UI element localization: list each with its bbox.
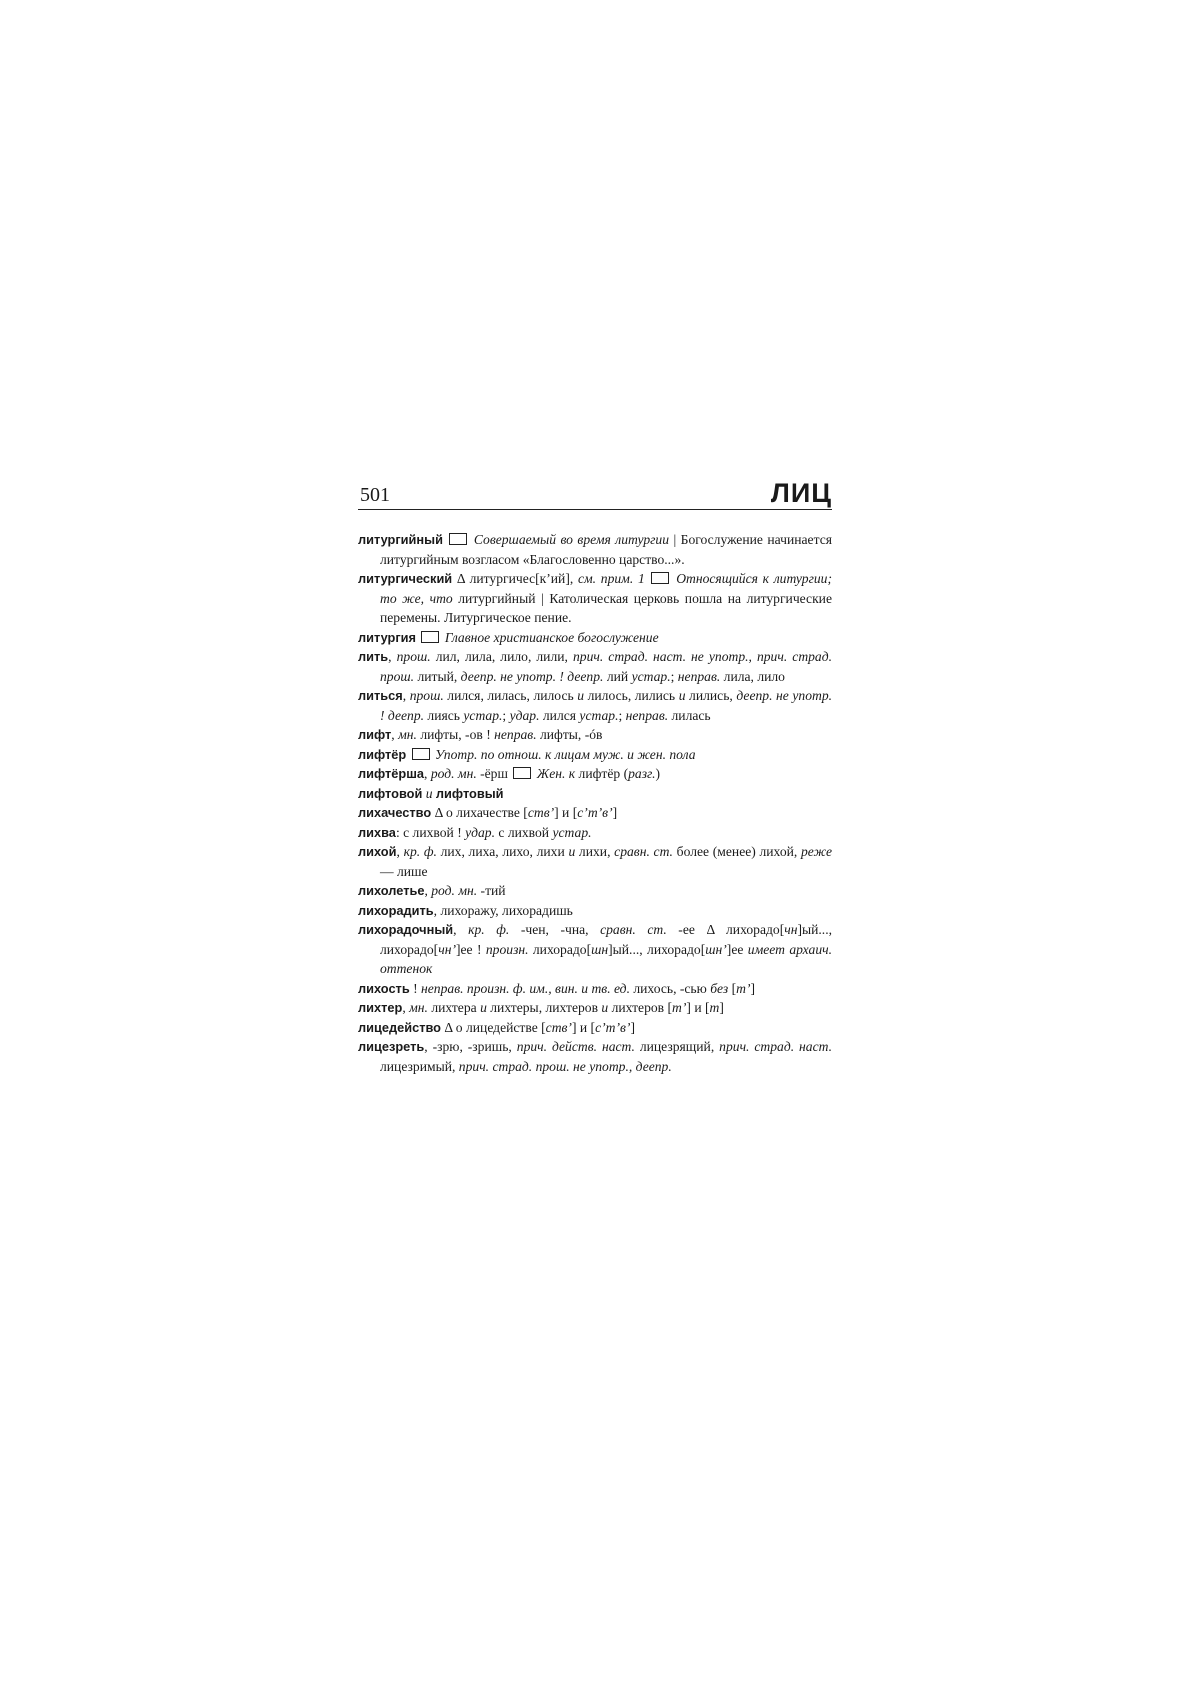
grammar-note: удар.	[465, 824, 495, 840]
entry-text: -чен, -чна,	[509, 922, 601, 937]
grammar-note: и	[601, 1000, 609, 1015]
dictionary-entry	[358, 842, 832, 881]
dictionary-entry	[358, 647, 832, 686]
grammar-note: неправ. произн. ф. им., вин. и тв. ед.	[421, 980, 630, 996]
entry-text	[416, 630, 419, 645]
entry-text: -тий	[477, 883, 506, 898]
entry-text: , лихоражу, лихорадишь	[433, 902, 573, 918]
entry-text: !	[409, 980, 422, 996]
entry-text: ,	[396, 844, 404, 859]
box-icon	[421, 631, 439, 643]
headword: лифт	[358, 727, 392, 742]
grammar-note: устар.	[631, 668, 671, 684]
grammar-note: прош.	[409, 688, 444, 703]
grammar-note: т	[709, 1000, 720, 1015]
entry-text: ] и [	[571, 1019, 596, 1035]
entry-text: ,	[388, 649, 397, 664]
headword: лихость	[358, 980, 410, 996]
grammar-note: т’	[736, 980, 751, 996]
grammar-note: шн’	[705, 941, 727, 957]
page-header	[358, 479, 832, 510]
entry-text: лилась	[668, 707, 711, 723]
grammar-note: прош.	[396, 649, 431, 664]
headword: литургия	[358, 629, 417, 645]
headword: лихолетье	[358, 883, 425, 898]
dictionary-entry	[358, 628, 832, 648]
box-icon	[651, 572, 669, 584]
dictionary-entry	[358, 920, 832, 979]
entry-text: ]ее	[726, 941, 748, 957]
dictionary-entry	[358, 998, 832, 1018]
grammar-note: чн’	[438, 941, 456, 957]
grammar-note: деепр. не употр. ! деепр.	[380, 688, 833, 723]
entry-text: лифты, -óв	[536, 727, 603, 742]
grammar-note: шн	[591, 941, 609, 957]
grammar-note: с’т’в’	[595, 1019, 631, 1035]
entry-text: ]ый..., лихорадо[	[608, 941, 706, 957]
grammar-note: имеет архаич. оттенок	[380, 941, 832, 976]
grammar-note: Жен. к	[533, 766, 576, 781]
grammar-note: мн.	[409, 1000, 428, 1015]
grammar-note: род. мн.	[431, 883, 478, 898]
headword: литургический	[358, 571, 453, 586]
page-number: 501	[360, 484, 390, 506]
entry-text: ;	[502, 707, 510, 723]
entry-text: ] и [	[554, 805, 578, 820]
entry-text: ]ый..., лихорадо[	[380, 922, 832, 957]
grammar-note: Относящийся к литургии; то же, что	[380, 571, 832, 606]
headword: литься	[358, 688, 403, 703]
headword: лифтёрша	[358, 766, 425, 781]
grammar-note: и	[422, 785, 436, 801]
grammar-note: кр. ф.	[468, 922, 510, 937]
entry-text: литый,	[414, 668, 461, 684]
entry-text: лифтёр (	[575, 766, 629, 781]
dictionary-entry	[358, 530, 832, 569]
entry-text: ,	[402, 1000, 410, 1015]
entry-text: лил, лила, лило, лили,	[430, 649, 573, 664]
entry-text: литургийный | Католическая церковь пошла на литургические перемены. Литургическое пение.	[380, 590, 832, 625]
headword: лихтер	[358, 1000, 403, 1015]
grammar-note: ств’	[527, 805, 555, 820]
entry-text: лились,	[685, 688, 737, 703]
grammar-note: кр. ф.	[403, 844, 437, 859]
headword: лицезреть	[358, 1039, 425, 1054]
entry-text	[645, 571, 650, 586]
grammar-note: с’т’в’	[577, 805, 613, 820]
box-icon	[449, 533, 467, 545]
grammar-note: прич. действ. наст.	[516, 1039, 635, 1054]
entry-text: ,	[424, 766, 431, 781]
headword: лихой	[358, 844, 397, 859]
headword: лифтёр	[358, 746, 407, 762]
dictionary-entry	[358, 823, 832, 843]
entry-text: лихи,	[575, 844, 615, 859]
entry-text: лился, лилась, лилось	[443, 688, 578, 703]
headword: лицедейство	[358, 1019, 441, 1035]
grammar-note: род. мн.	[430, 766, 477, 781]
entry-text: лифты, -ов !	[416, 727, 495, 742]
entry-text: лицезримый,	[380, 1058, 459, 1074]
headword: лихва	[358, 824, 396, 840]
entry-text: Δ о лихачестве [	[431, 805, 528, 820]
grammar-note: Употр. по отнош. к лицам муж. и жен. пола	[431, 746, 696, 762]
dictionary-entry	[358, 881, 832, 901]
dictionary-page	[358, 479, 832, 1076]
grammar-note: Совершаемый во время литургии	[469, 532, 670, 547]
headword: лифтовый	[435, 785, 504, 801]
grammar-note: см. прим. 1	[577, 571, 645, 586]
running-head: ЛИЦ	[770, 478, 832, 508]
entry-text: лихтеры, лихтеров	[486, 1000, 602, 1015]
entry-text: лихтеров [	[608, 1000, 673, 1015]
grammar-note: и	[577, 688, 585, 703]
entry-text: ] и [	[686, 1000, 710, 1015]
dictionary-entry	[358, 1018, 832, 1038]
grammar-note: произн.	[485, 941, 529, 957]
entry-text: ]	[630, 1019, 635, 1035]
entry-text: )	[655, 766, 661, 781]
dictionary-entry	[358, 569, 832, 628]
grammar-note: сравн. ст.	[600, 922, 667, 937]
entry-text: ]	[612, 805, 618, 820]
dictionary-entry	[358, 725, 832, 745]
entry-text: -ёрш	[476, 766, 512, 781]
entry-text: с лихвой	[495, 824, 553, 840]
grammar-note: мн.	[398, 727, 417, 742]
grammar-note: реже	[801, 844, 832, 859]
dictionary-entry	[358, 784, 832, 804]
entry-text: ;	[618, 707, 626, 723]
entry-text: лий	[603, 668, 632, 684]
grammar-note: устар.	[552, 824, 592, 840]
dictionary-entry	[358, 803, 832, 823]
entry-text: лицезрящий,	[634, 1039, 720, 1054]
entry-text: лихось, -сью	[629, 980, 711, 996]
entry-text: лилось, лились	[584, 688, 679, 703]
grammar-note: чн	[784, 922, 798, 937]
headword: лифтовой	[358, 785, 423, 801]
headword: литургийный	[358, 532, 443, 547]
box-icon	[412, 748, 430, 760]
grammar-note: Главное христианское богослужение	[441, 629, 659, 645]
grammar-note: устар.	[463, 707, 503, 723]
entry-text: Δ литургичес[к’ий],	[452, 571, 578, 586]
entry-text: [	[728, 980, 737, 996]
entry-text: лила, лило	[720, 668, 785, 684]
entry-text: ;	[670, 668, 678, 684]
grammar-note: деепр. не употр. ! деепр.	[460, 668, 604, 684]
dictionary-entry	[358, 745, 832, 765]
entry-text: ,	[402, 688, 410, 703]
grammar-note: удар.	[509, 707, 540, 723]
grammar-note: неправ.	[625, 707, 669, 723]
entry-text: лился	[539, 707, 580, 723]
entry-text: лихтера	[427, 1000, 481, 1015]
entry-text: ]	[750, 980, 756, 996]
grammar-note: прич. страд. наст.	[719, 1039, 833, 1054]
entry-text	[443, 532, 447, 547]
entry-text: лиясь	[424, 707, 464, 723]
grammar-note: устар.	[579, 707, 619, 723]
headword: лихорадить	[358, 902, 434, 918]
entry-text: , -зрю, -зришь,	[424, 1039, 517, 1054]
entry-text: ]	[719, 1000, 724, 1015]
headword: лить	[358, 649, 389, 664]
dictionary-entry	[358, 764, 832, 784]
grammar-note: неправ.	[494, 727, 537, 742]
entry-text: — лише	[380, 863, 428, 879]
dictionary-entry	[358, 901, 832, 921]
entry-list	[358, 530, 832, 1076]
entry-text: ,	[391, 727, 399, 742]
entry-text: ]ее !	[455, 941, 486, 957]
grammar-note: разг.	[628, 766, 656, 781]
grammar-note: прич. страд. наст. не употр., прич. страд. прош.	[380, 649, 833, 684]
grammar-note: и	[678, 688, 686, 703]
grammar-note: и	[480, 1000, 487, 1015]
entry-text: | Богослужение начинается литургийным возгласом «Благословенно царство...».	[380, 532, 832, 567]
dictionary-entry	[358, 1037, 832, 1076]
entry-text: : с лихвой !	[395, 824, 466, 840]
dictionary-entry	[358, 686, 832, 725]
grammar-note: неправ.	[677, 668, 721, 684]
grammar-note: т’	[672, 1000, 687, 1015]
entry-text: Δ о лицедействе [	[441, 1019, 546, 1035]
grammar-note: и	[568, 844, 576, 859]
headword: лихачество	[358, 805, 432, 820]
grammar-note: прич. страд. прош. не употр., деепр.	[458, 1058, 672, 1074]
entry-text: лих, лиха, лихо, лихи	[436, 844, 569, 859]
entry-text: лихорадо[	[528, 941, 592, 957]
entry-text: более (менее) лихой,	[672, 844, 801, 859]
dictionary-entry	[358, 979, 832, 999]
entry-text: ,	[424, 883, 432, 898]
entry-text: ,	[453, 922, 469, 937]
entry-text: -ее Δ лихорадо[	[666, 922, 785, 937]
grammar-note: без	[710, 980, 729, 996]
entry-text	[406, 747, 409, 762]
box-icon	[513, 767, 531, 779]
grammar-note: сравн. ст.	[614, 844, 673, 859]
grammar-note: ств’	[545, 1019, 572, 1035]
headword: лихорадочный	[358, 922, 454, 937]
